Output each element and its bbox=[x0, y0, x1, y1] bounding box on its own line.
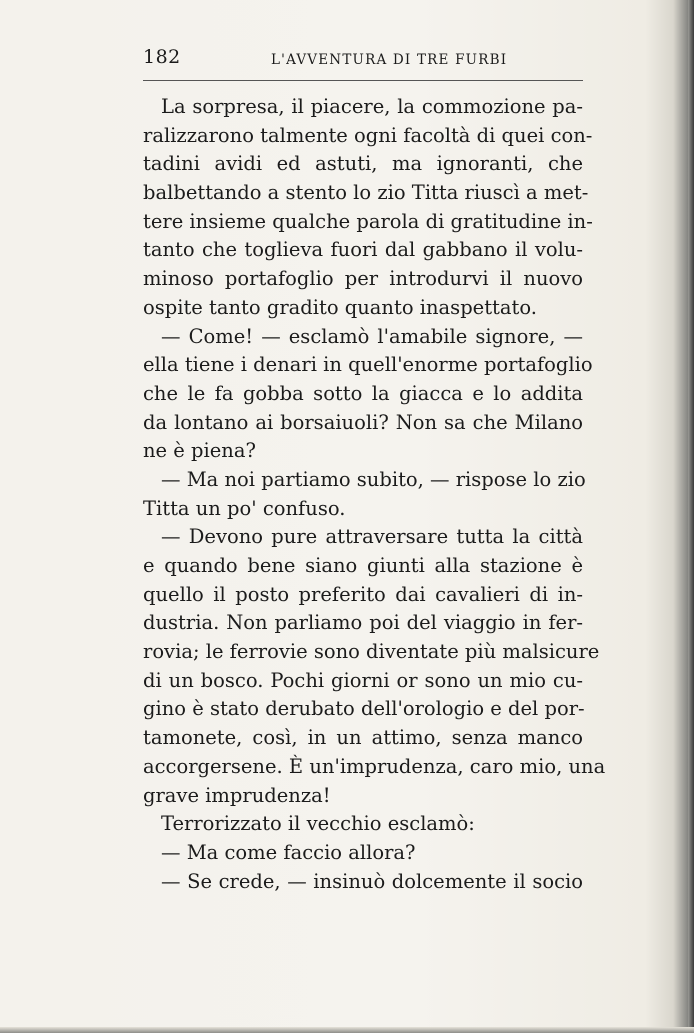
text-line: ospite tanto gradito quanto inaspettato. bbox=[143, 295, 537, 319]
text-line: — Devono pure attraversare tutta la città bbox=[161, 525, 583, 549]
text-line: — Come! — esclamò l'amabile signore, — bbox=[161, 324, 583, 348]
text-line: di un bosco. Pochi giorni or sono un mio cu- bbox=[143, 668, 583, 692]
text-line: tanto che toglieva fuori dal gabbano il volu- bbox=[143, 238, 583, 262]
text-line: — Ma noi partiamo subito, — rispose lo zio bbox=[161, 467, 586, 491]
text-line: ralizzarono talmente ogni facoltà di quei con- bbox=[143, 123, 593, 147]
text-line: ne è piena? bbox=[143, 439, 256, 463]
text-line: dustria. Non parliamo poi del viaggio in fer- bbox=[143, 611, 583, 635]
running-title: L'AVVENTURA DI TRE FURBI bbox=[271, 52, 508, 68]
text-line: Terrorizzato il vecchio esclamò: bbox=[161, 812, 475, 836]
header-rule bbox=[143, 80, 583, 81]
text-line: gino è stato derubato dell'orologio e del por- bbox=[143, 697, 585, 721]
page-number: 182 bbox=[143, 46, 181, 68]
text-line: ella tiene i denari in quell'enorme portafoglio bbox=[143, 353, 593, 377]
text-line: balbettando a stento lo zio Titta riuscì a met- bbox=[143, 181, 589, 205]
text-line: — Ma come faccio allora? bbox=[161, 840, 416, 864]
book-spine-shadow bbox=[688, 0, 694, 1033]
text-line: e quando bene siano giunti alla stazione è bbox=[143, 554, 583, 577]
body-text bbox=[143, 93, 606, 896]
text-line: accorgersene. È un'imprudenza, caro mio, una bbox=[143, 754, 606, 778]
text-line: grave imprudenza! bbox=[143, 783, 331, 807]
text-line: quello il posto preferito dai cavalieri di in- bbox=[143, 582, 583, 606]
text-line: tere insieme qualche parola di gratitudine in- bbox=[143, 209, 593, 233]
text-line: rovia; le ferrovie sono diventate più malsicure bbox=[143, 640, 600, 664]
text-line: La sorpresa, il piacere, la commozione pa- bbox=[161, 95, 583, 118]
page-header bbox=[143, 44, 580, 74]
text-line: Titta un po' confuso. bbox=[143, 496, 346, 520]
text-line: da lontano ai borsaiuoli? Non sa che Milano bbox=[143, 410, 583, 434]
text-line: tamonete, così, in un attimo, senza manco bbox=[143, 726, 583, 750]
text-line: che le fa gobba sotto la giacca e lo addita bbox=[143, 381, 583, 405]
text-line: tadini avidi ed astuti, ma ignoranti, che bbox=[143, 152, 583, 176]
text-line: minoso portafoglio per introdurvi il nuovo bbox=[143, 267, 583, 291]
text-line: — Se crede, — insinuò dolcemente il socio bbox=[161, 869, 583, 893]
page-bottom-edge bbox=[0, 1027, 694, 1033]
